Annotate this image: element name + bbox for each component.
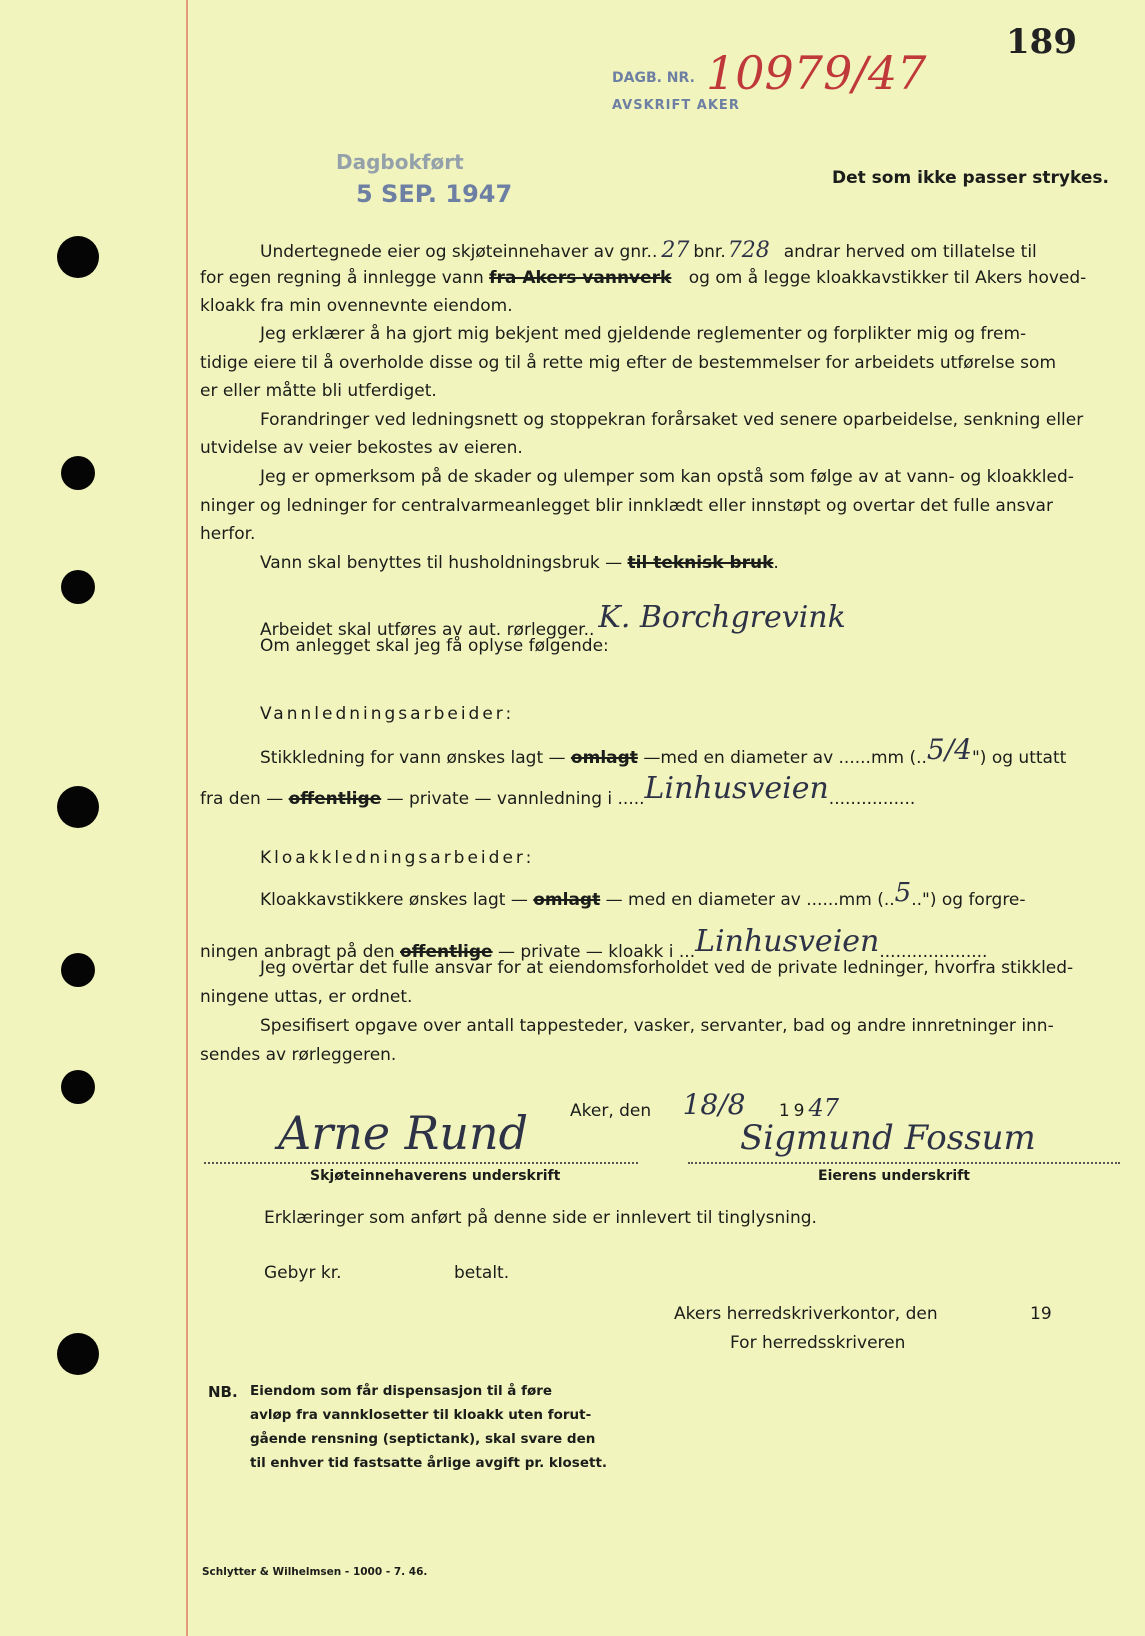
punch-hole xyxy=(61,570,95,604)
sewer-text: ..") og forgre- xyxy=(911,890,1026,910)
intro-text: og om å legge kloakkavstikker til Akers hoved- xyxy=(688,268,1087,288)
sewer-text: ningen anbragt på den xyxy=(200,942,395,962)
nb-line-3: gående rensning (septictank), skal svare den xyxy=(250,1431,596,1447)
punch-hole xyxy=(57,1333,99,1375)
para6-line-2: sendes av rørleggeren. xyxy=(200,1045,397,1065)
para5-line-1: Jeg overtar det fulle ansvar for at eiendomsforholdet ved de private ledninger, hvorfra stikkled- xyxy=(260,958,1074,978)
clerk-line: For herredsskriveren xyxy=(730,1333,906,1353)
water-line-2 xyxy=(200,771,916,812)
punch-hole xyxy=(57,786,99,828)
para3-line-2: utvidelse av veier bekostes av eieren. xyxy=(200,438,523,458)
para6-line-1: Spesifisert opgave over antall tappesteder, vasker, servanter, bad og andre innretninger inn- xyxy=(260,1016,1054,1036)
place-label: Aker, den xyxy=(570,1101,652,1121)
struck-text: offentlige xyxy=(400,942,493,962)
intro-text: andrar herved om tillatelse til xyxy=(783,242,1037,262)
water-text: ................ xyxy=(828,789,916,809)
water-text: Stikkledning for vann ønskes lagt — xyxy=(260,748,566,768)
water-street-handwritten: Linhusveien xyxy=(644,771,829,806)
intro-line-2 xyxy=(200,268,1086,288)
instruction-note: Det som ikke passer strykes. xyxy=(832,168,1109,188)
para4-line-1: Jeg er opmerksom på de skader og ulemper som kan opstå som følge av at vann- og kloakkled- xyxy=(260,467,1074,487)
intro-text: bnr. xyxy=(693,242,726,262)
sewer-text: Kloakkavstikkere ønskes lagt — xyxy=(260,890,528,910)
nb-line-1: Eiendom som får dispensasjon til å føre xyxy=(250,1383,553,1399)
margin-rule xyxy=(186,0,188,1636)
water-text: —med en diameter av ......mm (.. xyxy=(643,748,927,768)
struck-text: offentlige xyxy=(288,789,382,809)
sewer-text: — med en diameter av ......mm (.. xyxy=(605,890,895,910)
bnr-handwritten: 728 xyxy=(727,238,770,263)
punch-hole xyxy=(61,953,95,987)
sewer-diameter-handwritten: 5 xyxy=(894,878,912,908)
struck-text: til teknisk bruk xyxy=(627,553,774,573)
plumber-label: Arbeidet skal utføres av aut. rørlegger.. xyxy=(260,620,595,640)
nb-line-2: avløp fra vannklosetter til kloakk uten forut- xyxy=(250,1407,592,1423)
journal-number-handwritten: 10979/47 xyxy=(706,46,927,100)
water-diameter-handwritten: 5/4 xyxy=(926,733,972,766)
punch-hole xyxy=(57,236,99,278)
water-text: — private — vannledning i ..... xyxy=(386,789,645,809)
para4-line-2: ninger og ledninger for centralvarmeanlegget blir innklædt eller innstøpt og overtar det fulle ansvar xyxy=(200,496,1053,516)
para4-line-3: herfor. xyxy=(200,524,256,544)
office-year: 19 xyxy=(1030,1304,1052,1324)
punch-hole xyxy=(61,456,95,490)
intro-line-3: kloakk fra min ovennevnte eiendom. xyxy=(200,296,513,316)
owner-signature-line xyxy=(688,1162,1120,1164)
para5-line-2: ningene uttas, er ordnet. xyxy=(200,987,413,1007)
para2-line-2: tidige eiere til å overholde disse og til å rette mig efter de bestemmelser for arbeidets utførelse som xyxy=(200,353,1057,373)
struck-text: omlagt xyxy=(570,748,638,768)
usage-line xyxy=(260,553,779,573)
water-line-1 xyxy=(260,733,1067,770)
date-handwritten: 18/8 xyxy=(682,1088,746,1121)
para2-line-3: er eller måtte bli utferdiget. xyxy=(200,381,437,401)
holder-signature: Arne Rund xyxy=(278,1106,529,1160)
dagbokfort-stamp: Dagbokført xyxy=(336,150,464,174)
owner-signature-label: Eierens underskrift xyxy=(818,1168,970,1184)
sewer-street-handwritten: Linhusveien xyxy=(695,924,880,959)
nb-label: NB. xyxy=(208,1383,238,1401)
holder-signature-label: Skjøteinnehaverens underskrift xyxy=(310,1168,561,1184)
water-heading: Vannledningsarbeider: xyxy=(260,704,515,724)
declaration-line: Erklæringer som anført på denne side er innlevert til tinglysning. xyxy=(264,1208,817,1228)
dagb-stamp: DAGB. NR. xyxy=(612,70,695,86)
intro-text: Undertegnede eier og skjøteinnehaver av gnr.. xyxy=(260,242,658,262)
punch-hole xyxy=(61,1070,95,1104)
struck-text: omlagt xyxy=(533,890,601,910)
plumber-handwritten: K. Borchgrevink xyxy=(598,600,846,635)
sewer-text: — private — kloakk i ... xyxy=(497,942,696,962)
office-line: Akers herredskriverkontor, den xyxy=(674,1304,938,1324)
owner-signature: Sigmund Fossum xyxy=(740,1118,1036,1158)
sewer-line-1 xyxy=(260,878,1026,912)
holder-signature-line xyxy=(204,1162,638,1164)
intro-line-1 xyxy=(260,238,1037,263)
year-handwritten: 47 xyxy=(808,1094,840,1122)
usage-text: . xyxy=(773,553,779,573)
year-prefix: 19 xyxy=(778,1101,809,1121)
avskrift-stamp: AVSKRIFT AKER xyxy=(612,98,740,113)
para2-line-1: Jeg erklærer å ha gjort mig bekjent med gjeldende reglementer og forplikter mig og frem- xyxy=(260,324,1027,344)
water-text: fra den — xyxy=(200,789,284,809)
nb-line-4: til enhver tid fastsatte årlige avgift pr. klosett. xyxy=(250,1455,608,1471)
page-number: 189 xyxy=(1006,22,1077,62)
gnr-handwritten: 27 xyxy=(661,238,690,263)
paid-label: betalt. xyxy=(454,1263,510,1283)
date-stamp: 5 SEP. 1947 xyxy=(356,180,513,208)
printer-imprint: Schlytter & Wilhelmsen - 1000 - 7. 46. xyxy=(202,1566,428,1578)
fee-label: Gebyr kr. xyxy=(264,1263,342,1283)
info-line: Om anlegget skal jeg få oplyse følgende: xyxy=(260,636,609,656)
para3-line-1: Forandringer ved ledningsnett og stoppekran forårsaket ved senere oparbeidelse, senkning eller xyxy=(260,410,1084,430)
sewer-text: .................... xyxy=(879,942,988,962)
water-text: ") og uttatt xyxy=(971,748,1067,768)
struck-text: fra Akers vannverk xyxy=(489,268,672,288)
usage-text: Vann skal benyttes til husholdningsbruk — xyxy=(260,553,623,573)
sewer-heading: Kloakkledningsarbeider: xyxy=(260,848,535,868)
intro-text: for egen regning å innlegge vann xyxy=(200,268,484,288)
